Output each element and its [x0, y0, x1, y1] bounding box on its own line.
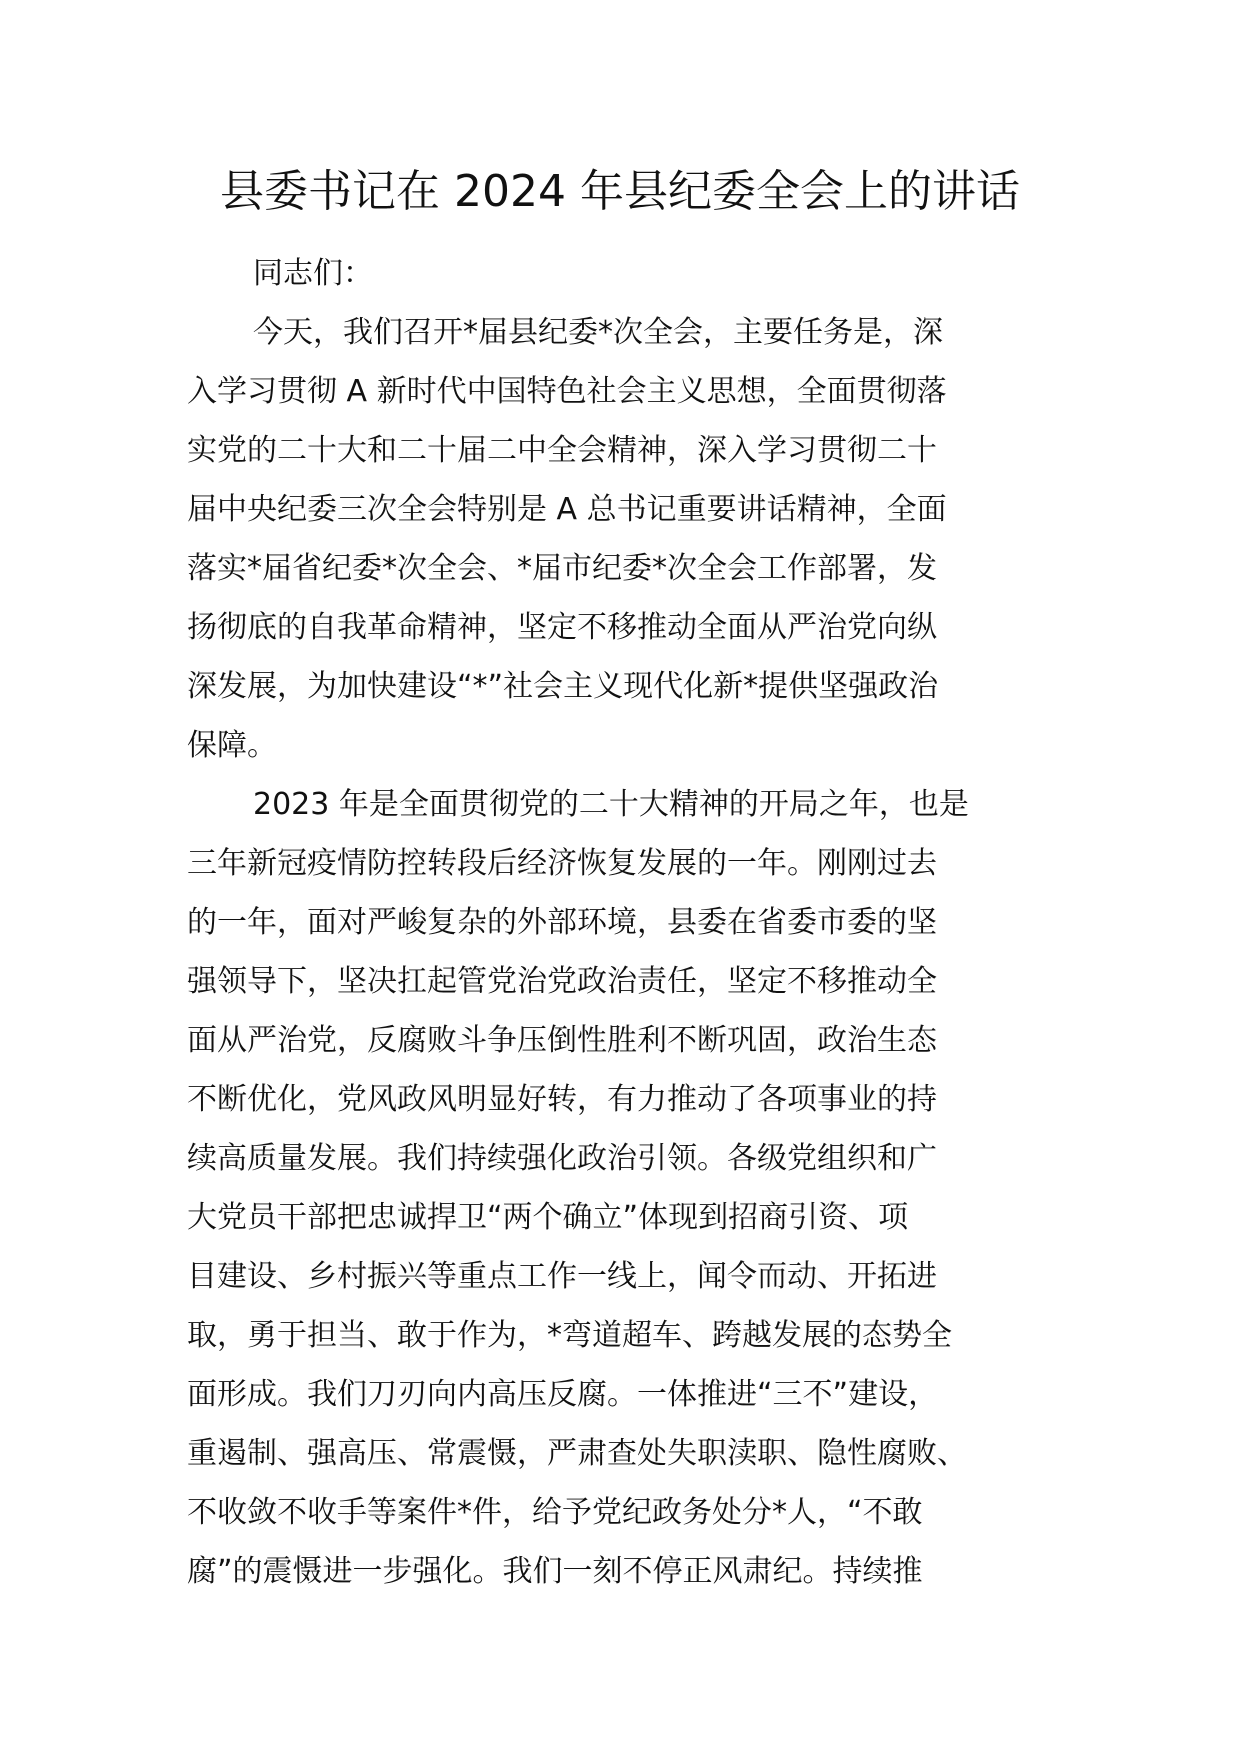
paragraph-2-line-1: 2023 年是全面贯彻党的二十大精神的开局之年，也是: [253, 787, 969, 822]
paragraph-2-line-2: 三年新冠疫情防控转段后经济恢复发展的一年。刚刚过去: [187, 846, 937, 881]
paragraph-2-line-7: 续高质量发展。我们持续强化政治引领。各级党组织和广: [187, 1141, 937, 1176]
paragraph-1-line-5: 落实*届省纪委*次全会、*届市纪委*次全会工作部署，发: [187, 551, 937, 586]
document-title: 县委书记在 2024 年县纪委全会上的讲话: [220, 166, 1020, 217]
paragraph-2-line-9: 目建设、乡村振兴等重点工作一线上，闻令而动、开拓进: [187, 1259, 937, 1294]
paragraph-1-line-2: 入学习贯彻 A 新时代中国特色社会主义思想，全面贯彻落: [187, 374, 947, 409]
paragraph-2-line-6: 不断优化，党风政风明显好转，有力推动了各项事业的持: [187, 1082, 937, 1117]
paragraph-1-line-4: 届中央纪委三次全会特别是 A 总书记重要讲话精神，全面: [187, 492, 947, 527]
paragraph-1-line-8: 保障。: [187, 728, 277, 763]
paragraph-2-line-8: 大党员干部把忠诚捍卫“两个确立”体现到招商引资、项: [187, 1200, 909, 1235]
document-body: [187, 244, 1067, 1601]
paragraph-2-line-14: 腐”的震慑进一步强化。我们一刻不停正风肃纪。持续推: [187, 1554, 923, 1589]
paragraph-1-line-7: 深发展，为加快建设“*”社会主义现代化新*提供坚强政治: [187, 669, 939, 704]
paragraph-2-line-13: 不收敛不收手等案件*件，给予党纪政务处分*人，“不敢: [187, 1495, 923, 1530]
salutation-line: 同志们：: [253, 256, 373, 291]
paragraph-1-line-1: 今天，我们召开*届县纪委*次全会，主要任务是，深: [253, 315, 943, 350]
paragraph-2-line-11: 面形成。我们刀刃向内高压反腐。一体推进“三不”建设，: [187, 1377, 939, 1412]
paragraph-2-line-3: 的一年，面对严峻复杂的外部环境，县委在省委市委的坚: [187, 905, 937, 940]
paragraph-2-line-4: 强领导下，坚决扛起管党治党政治责任，坚定不移推动全: [187, 964, 937, 999]
paragraph-1-line-6: 扬彻底的自我革命精神，坚定不移推动全面从严治党向纵: [187, 610, 937, 645]
paragraph-2-line-12: 重遏制、强高压、常震慑，严肃查处失职渎职、隐性腐败、: [187, 1436, 967, 1471]
paragraph-2-line-10: 取，勇于担当、敢于作为，*弯道超车、跨越发展的态势全: [187, 1318, 952, 1353]
paragraph-2-line-5: 面从严治党，反腐败斗争压倒性胜利不断巩固，政治生态: [187, 1023, 937, 1058]
paragraph-1-line-3: 实党的二十大和二十届二中全会精神，深入学习贯彻二十: [187, 433, 937, 468]
